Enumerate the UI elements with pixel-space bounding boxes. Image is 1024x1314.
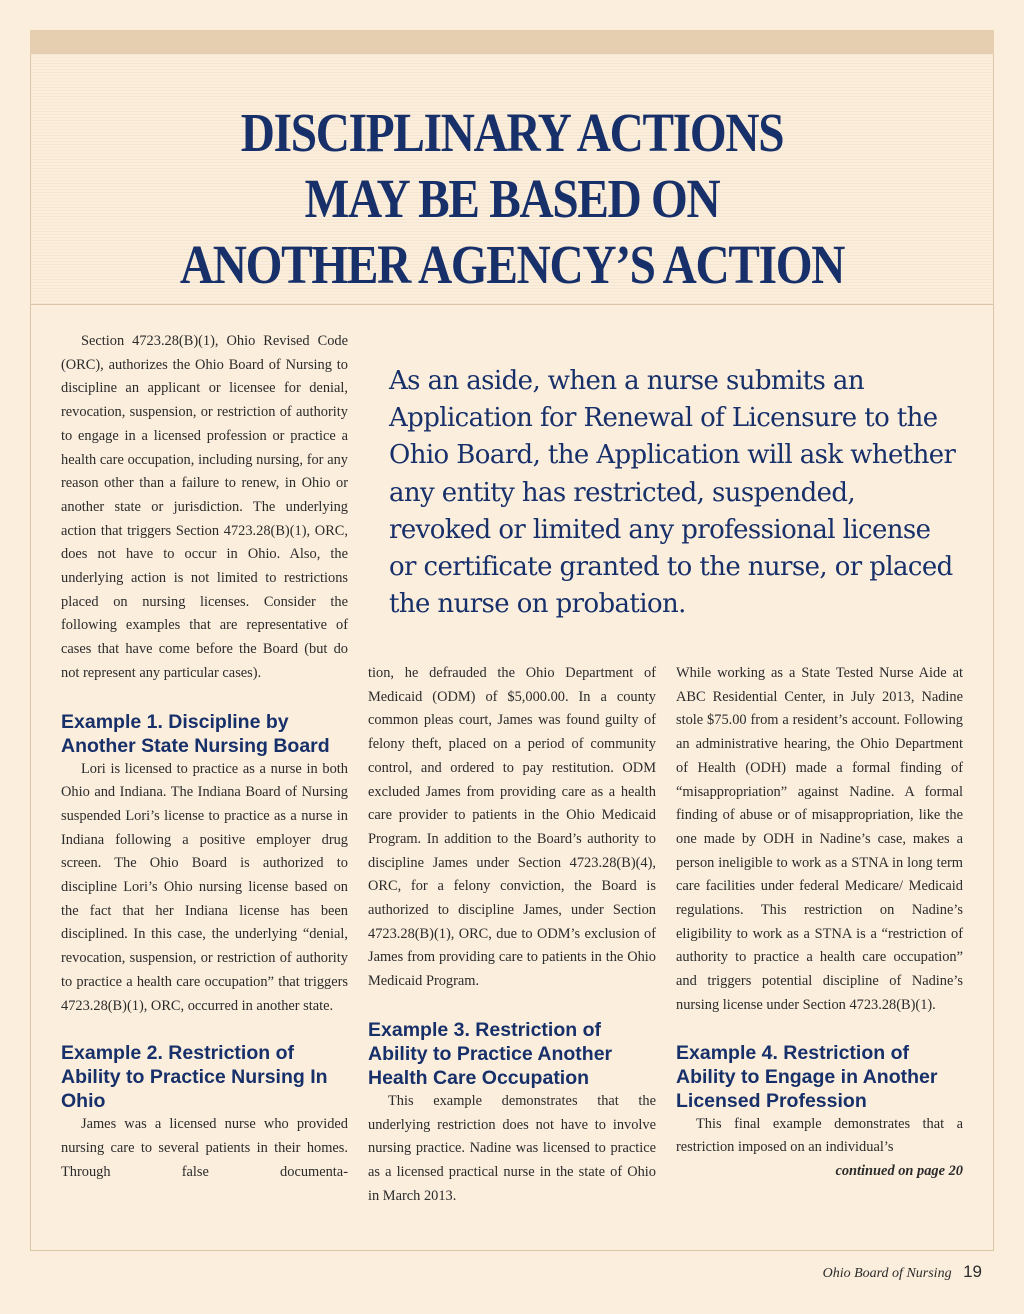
page-footer [823, 1262, 982, 1284]
example-1-heading: Example 1. Discipline by Another State Nursing Board [61, 710, 330, 757]
column-1 [61, 330, 348, 1184]
example-2-body-part-2: tion, he defrauded the Ohio Department of Medicaid (ODM) of $5,000.00. In a county common pleas court, James was found guilty of felony theft, placed on a period of community control, and ordered to pay restitution. ODM excluded James from providing care as a health care provider to patients in the Ohio Medicaid Program. In addition to the Board’s authority to discipline James under Section 4723.28(B)(4), ORC, for a felony conviction, the Board is authorized to discipline James, under Section 4723.28(B)(1), ORC, due to ODM’s exclusion of James from providing care to patients in the Ohio Medicaid Program. [368, 665, 656, 990]
pull-quote: As an aside, when a nurse submits an Application for Renewal of Licensure to the Ohio Board, the Application will ask whether any entity has restricted, suspended, revoked or limited any professional license or certificate granted to the nurse, or placed the nurse on probation. [389, 365, 956, 620]
example-4-heading: Example 4. Restriction of Ability to Engage in Another Licensed Profession [676, 1041, 938, 1112]
column-2 [368, 662, 656, 1208]
page-number: 19 [963, 1262, 982, 1281]
top-color-band [30, 30, 994, 54]
continued-note: continued on page 20 [835, 1162, 963, 1179]
column-3 [676, 662, 963, 1184]
example-3-body-part-2: While working as a State Tested Nurse Aide at ABC Residential Center, in July 2013, Nadine stole $75.00 from a resident’s account. Following an administrative hearing, the Ohio Department of Health (ODH) made a formal finding of “misappropriation” against Nadine. A formal finding of abuse or of misappropriation, like the one made by ODH in Nadine’s case, makes a person ineligible to work as a STNA in long term care facilities under federal Medicare/ Medicaid regulations. This restriction on Nadine’s eligibility to work as a STNA is a “restriction of authority to practice a health care occupation” and triggers potential discipline of Nadine’s nursing license under Section 4723.28(B)(1). [676, 665, 963, 1013]
example-4-body: This final example demonstrates that a restriction imposed on an individual’s [676, 1115, 963, 1156]
example-1-body: Lori is licensed to practice as a nurse in both Ohio and Indiana. The Indiana Board of Nursing suspended Lori’s license to practice as a nurse in Indiana following a positive employer drug screen. The Ohio Board is authorized to discipline Lori’s Ohio nursing license based on the fact that her Indiana license has been disciplined. In this case, the underlying “denial, revocation, suspension, or restriction of authority to practice a health care occupation” that triggers 4723.28(B)(1), ORC, occurred in another state. [61, 760, 348, 1014]
example-3-body-part-1: This example demonstrates that the underlying restriction does not have to involve nursing practice. Nadine was licensed to practice as a licensed practical nurse in the state of Ohio in March 2013. [368, 1092, 656, 1204]
example-2-heading: Example 2. Restriction of Ability to Practice Nursing In Ohio [61, 1042, 328, 1113]
example-2-body-part-1: James was a licensed nurse who provided nursing care to several patients in their homes. Through false documenta- [61, 1116, 348, 1180]
title-line-2: MAY BE BASED ON [304, 168, 720, 229]
article-title [123, 100, 900, 298]
title-line-3: ANOTHER AGENCY’S ACTION [179, 234, 845, 295]
title-line-1: DISCIPLINARY ACTIONS [240, 102, 784, 163]
example-3-heading: Example 3. Restriction of Ability to Practice Another Health Care Occupation [368, 1018, 613, 1089]
intro-paragraph: Section 4723.28(B)(1), Ohio Revised Code (ORC), authorizes the Ohio Board of Nursing to discipline an applicant or licensee for denial, revocation, suspension, or restriction of authority to engage in a licensed profession or practice a health care occupation, including nursing, for any reason other than a failure to renew, in Ohio or another state or jurisdiction. The underlying action that triggers Section 4723.28(B)(1), ORC, does not have to occur in Ohio. Also, the underlying action is not limited to restrictions placed on nursing licenses. Consider the following examples that are representative of cases that have come before the Board (but do not represent any particular cases). [61, 333, 348, 681]
publication-name: Ohio Board of Nursing [822, 1266, 952, 1281]
